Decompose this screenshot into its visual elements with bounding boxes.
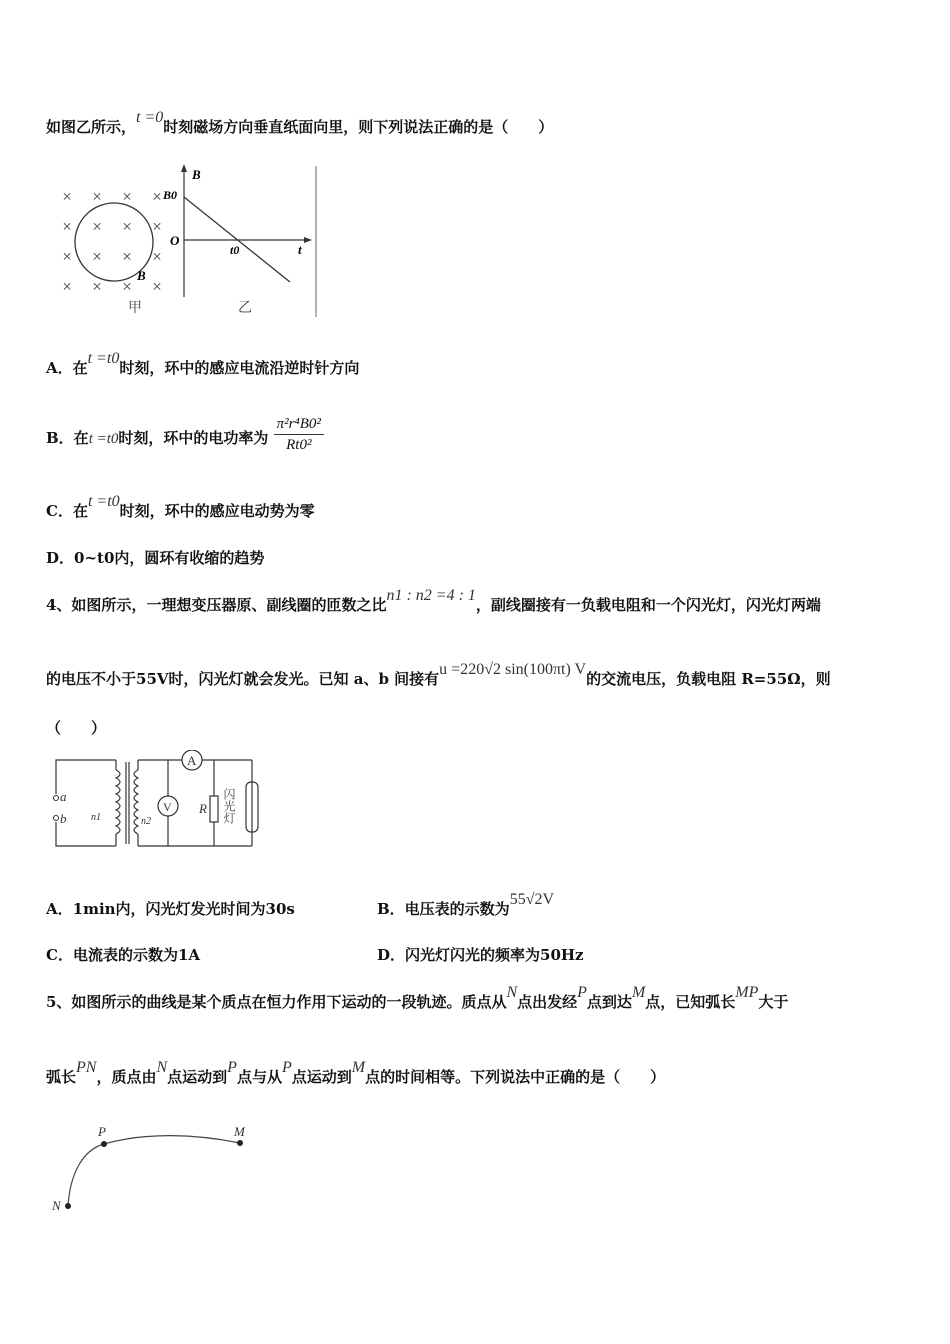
svg-text:×: ×: [62, 277, 72, 296]
q4-stem-line2: 的电压不小于55V时，闪光灯就会发光。已知 a、b 间接有u =220√2 sin(100πt) V的交流电压，负载电阻 R=55Ω，则: [46, 661, 831, 688]
power-fraction: $\frac{\text{π²r⁴B0²}}{\text{Rt0²}}$: [274, 416, 324, 454]
q3-figure: [50, 162, 330, 322]
svg-text:×: ×: [62, 217, 72, 236]
svg-text:V: V: [163, 800, 172, 814]
axis-b-label: B: [192, 167, 201, 182]
q3-intro: 如图乙所示，t =0时刻磁场方向垂直纸面向里，则下列说法正确的是（ ）: [46, 109, 554, 136]
svg-text:N: N: [52, 1198, 61, 1213]
svg-text:×: ×: [92, 277, 102, 296]
q4-option-c: C．电流表的示数为1A: [46, 946, 201, 964]
q5-trajectory-figure: [46, 1120, 266, 1220]
q3-option-b: B．在t =t0时刻，环中的电功率为 $\frac{\text{π²r⁴B0²}}{\text{Rt0²}}$: [46, 420, 324, 458]
origin-label: O: [170, 233, 180, 248]
svg-text:×: ×: [92, 217, 102, 236]
point-n: [65, 1203, 71, 1209]
b0-label: B0: [163, 188, 178, 202]
t0-label: t0: [230, 243, 240, 257]
ring-label: B: [137, 268, 146, 283]
resistor-label: R: [199, 801, 207, 816]
caption-jia: 甲: [128, 301, 142, 316]
svg-text:A: A: [187, 753, 197, 768]
axis-t-label: t: [298, 242, 302, 257]
svg-text:n1: n1: [91, 812, 101, 823]
svg-text:×: ×: [152, 247, 162, 266]
q4-circuit-figure: [46, 750, 262, 852]
q4-stem-line3: （ ）: [46, 719, 107, 737]
math-t-eq-0: t =0: [136, 109, 164, 126]
svg-text:P: P: [98, 1124, 106, 1139]
q5-stem-line1: 5、如图所示的曲线是某个质点在恒力作用下运动的一段轨迹。质点从N点出发经P点到达M点，已知弧长MP大于: [46, 984, 789, 1011]
svg-text:×: ×: [92, 187, 102, 206]
svg-text:×: ×: [152, 277, 162, 296]
caption-yi: 乙: [238, 301, 252, 316]
q4-option-b: B．电压表的示数为55√2V: [377, 891, 555, 918]
svg-text:×: ×: [122, 277, 132, 296]
terminal-b-label: b: [60, 811, 67, 826]
q4-stem-line1: 4、如图所示，一理想变压器原、副线圈的匝数之比n1 : n2 =4 : 1，副线圈接有一负载电阻和一个闪光灯，闪光灯两端: [46, 587, 821, 614]
q3-option-d: D．0~t0内，圆环有收缩的趋势: [46, 549, 265, 567]
q4-option-d: D．闪光灯闪光的频率为50Hz: [377, 946, 584, 964]
svg-text:×: ×: [92, 247, 102, 266]
svg-text:×: ×: [152, 187, 162, 206]
svg-text:×: ×: [122, 217, 132, 236]
svg-text:×: ×: [122, 187, 132, 206]
svg-text:×: ×: [62, 187, 72, 206]
q3-option-c: C．在t =t0时刻，环中的感应电动势为零: [46, 493, 315, 520]
q3-option-a: A．在t =t0时刻，环中的感应电流沿逆时针方向: [46, 350, 360, 377]
trajectory-curve: [68, 1136, 240, 1206]
svg-text:M: M: [234, 1124, 245, 1139]
svg-text:n2: n2: [141, 816, 151, 827]
q5-stem-line2: 弧长PN，质点由N点运动到P点与从P点运动到M点的时间相等。下列说法中正确的是（ ）: [46, 1059, 666, 1086]
point-m: [237, 1140, 243, 1146]
svg-text:×: ×: [122, 247, 132, 266]
terminal-a-label: a: [60, 789, 67, 804]
point-p: [101, 1141, 107, 1147]
svg-text:×: ×: [62, 247, 72, 266]
flash-lamp-label: 闪光灯: [222, 788, 236, 824]
q4-option-a: A．1min内，闪光灯发光时间为30s: [46, 900, 295, 918]
svg-text:×: ×: [152, 217, 162, 236]
